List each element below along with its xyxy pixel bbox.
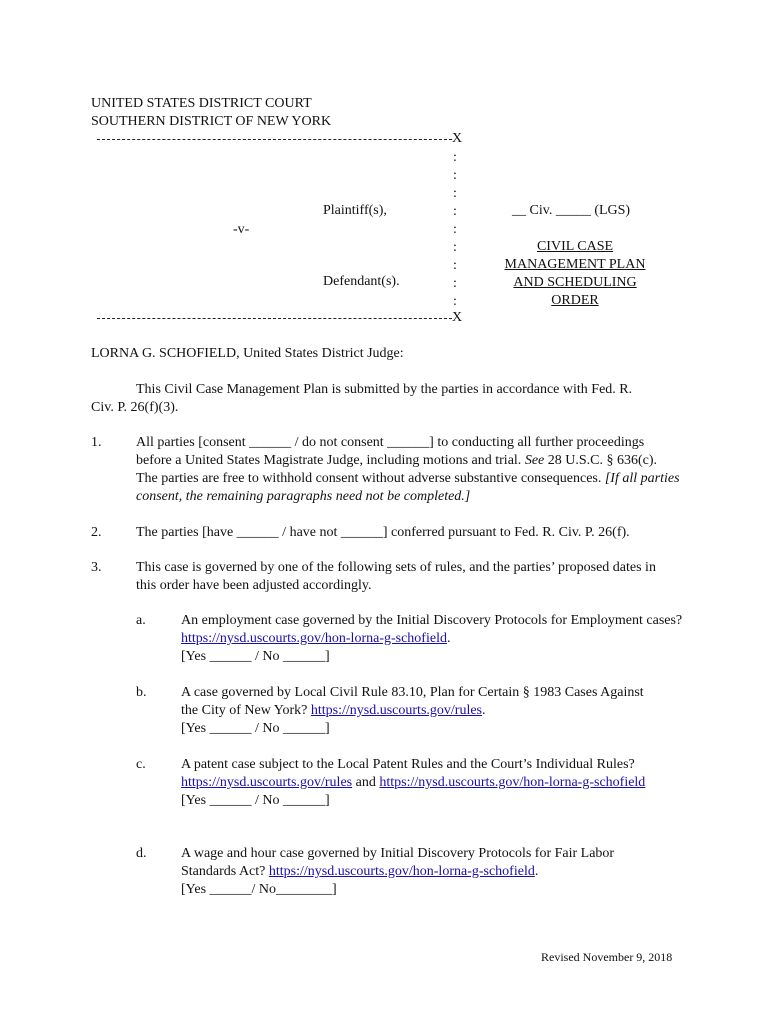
caption-colon: : [453,294,457,309]
court-district: SOUTHERN DISTRICT OF NEW YORK [91,114,332,129]
caption-colon: : [453,150,457,165]
court-name: UNITED STATES DISTRICT COURT [91,96,312,111]
intro-paragraph: This Civil Case Management Plan is submitted by the parties in accordance with Fed. R. Civ. P. 26(f)(3). [91,382,633,415]
subitem-employment [181,612,701,666]
yes-no-answer: [Yes ______ / No ______] [181,721,330,736]
schofield-link[interactable]: https://nysd.uscourts.gov/hon-lorna-g-schofield [268,864,535,879]
yes-no-answer: [Yes ______ / No ______] [181,649,330,664]
item-consent-text-b: 28 U.S.C. § 636(c). The parties are free to withhold consent without adverse substantive consequences. [136,453,658,486]
caption-colon: : [453,186,457,201]
caption-colon: : [453,168,457,183]
item-rules-text: This case is governed by one of the following sets of rules, and the parties’ proposed dates in this order have been adjusted accordingly. [136,560,656,593]
subitem-1983 [181,684,651,738]
caption-bottom-dashes [97,318,452,319]
judge-line: LORNA G. SCHOFIELD, United States District Judge: [91,346,404,361]
order-title-line: CIVIL CASE [536,239,614,254]
caption-colon: : [453,258,457,273]
item-number: 1. [91,435,102,450]
subitem-period: . [482,703,486,718]
civ-number: __ Civ. _____ (LGS) [512,203,631,218]
order-title-line: AND SCHEDULING [513,275,637,290]
subitem-wage-hour [181,845,661,899]
caption-colon: : [453,222,457,237]
item-number: 2. [91,525,102,540]
schofield-link[interactable]: https://nysd.uscourts.gov/hon-lorna-g-schofield [181,631,447,646]
caption-colon: : [453,204,457,219]
revision-date: Revised November 9, 2018 [541,950,673,964]
subitem-employment-text: An employment case governed by the Initial Discovery Protocols for Employment cases? [181,613,683,628]
item-consent-text-a: All parties [consent ______ / do not consent ______] to conducting all further proceedings before a United States Magistrate Judge, including motions and trial. [136,435,645,468]
rules-link[interactable]: https://nysd.uscourts.gov/rules [181,775,353,790]
yes-no-answer: [Yes ______/ No________] [181,882,337,897]
caption-top-x: X [452,131,463,146]
subitem-patent [181,756,701,810]
item-conferred-text: The parties [have ______ / have not ______] conferred pursuant to Fed. R. Civ. P. 26(f). [136,525,630,540]
versus-label: -v- [233,222,250,237]
subitem-letter: a. [136,613,146,628]
subitem-1983-text: A case governed by Local Civil Rule 83.10, Plan for Certain § 1983 Cases Against the City of New York? [181,685,644,718]
caption-bottom-x: X [452,310,463,325]
item-number: 3. [91,560,102,575]
item-consent-italic-note: [If all parties consent, the remaining paragraphs need not be completed.] [136,471,680,504]
subitem-patent-text: A patent case subject to the Local Patent Rules and the Court’s Individual Rules? [181,757,635,772]
plaintiff-label: Plaintiff(s), [323,203,387,218]
item-consent-text [136,434,681,506]
order-title-line: MANAGEMENT PLAN [504,257,646,272]
item-consent-see: See [524,453,545,468]
rules-link[interactable]: https://nysd.uscourts.gov/rules [310,703,483,718]
subitem-letter: b. [136,685,147,700]
subitem-wage-hour-text: A wage and hour case governed by Initial Discovery Protocols for Fair Labor Standards Act? [181,846,615,879]
caption-top-dashes [97,139,452,140]
yes-no-answer: [Yes ______ / No ______] [181,793,330,808]
subitem-period: . [534,864,539,879]
subitem-period: . [446,631,451,646]
order-title-line: ORDER [551,293,599,308]
caption-colon: : [453,276,457,291]
caption-colon: : [453,240,457,255]
defendant-label: Defendant(s). [323,274,400,289]
schofield-link[interactable]: https://nysd.uscourts.gov/hon-lorna-g-schofield [379,775,646,790]
subitem-and: and [352,775,380,790]
subitem-letter: c. [136,757,146,772]
subitem-letter: d. [136,846,147,861]
